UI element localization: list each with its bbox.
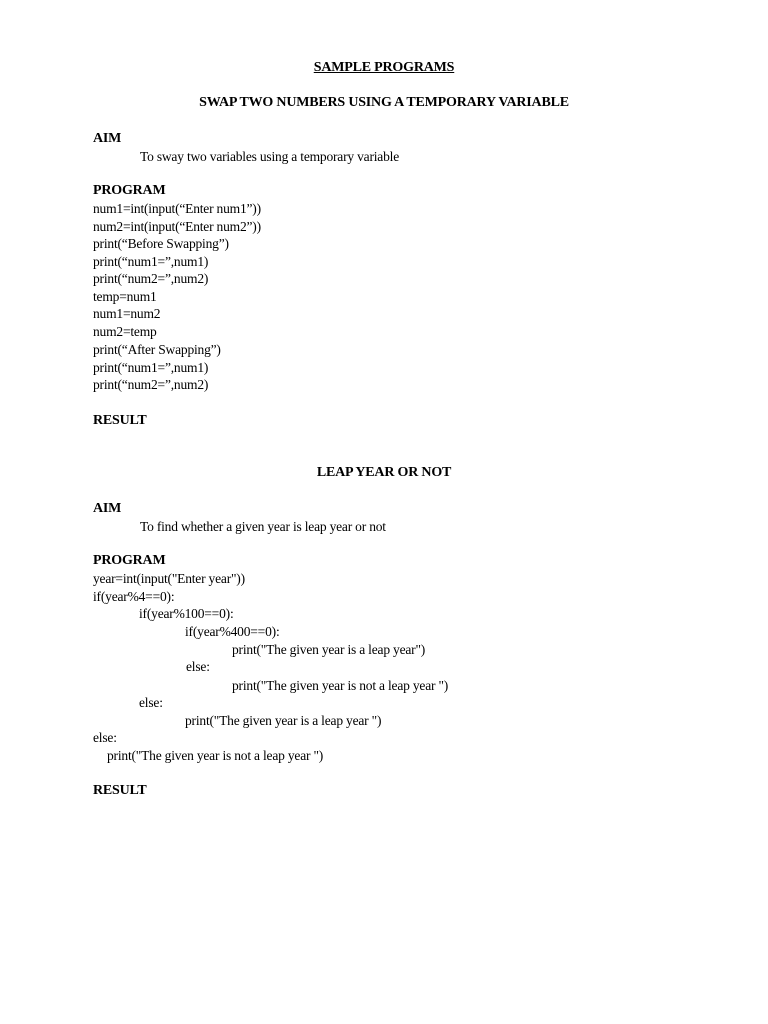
code-line: print(“num1=”,num1) [93, 360, 209, 375]
result-heading: RESULT [93, 783, 147, 798]
code-line: year=int(input("Enter year")) [93, 571, 245, 586]
code-line: if(year%100==0): [139, 606, 234, 621]
section-title-swap: SWAP TWO NUMBERS USING A TEMPORARY VARIABLE [199, 95, 569, 110]
code-line: num2=int(input(“Enter num2”)) [93, 219, 261, 234]
code-line: print(“num1=”,num1) [93, 254, 209, 269]
code-line: print("The given year is not a leap year ") [107, 748, 324, 763]
code-line: num2=temp [93, 324, 157, 339]
code-line: print(“num2=”,num2) [93, 271, 209, 286]
code-line: print("The given year is a leap year") [232, 642, 426, 657]
program-heading: PROGRAM [93, 553, 166, 568]
aim-text: To sway two variables using a temporary variable [140, 149, 399, 164]
code-line: if(year%400==0): [185, 624, 280, 639]
code-line: if(year%4==0): [93, 589, 175, 604]
code-line: print("The given year is not a leap year ") [232, 678, 449, 693]
code-line: temp=num1 [93, 289, 157, 304]
code-line: else: [186, 659, 210, 674]
aim-heading: AIM [93, 501, 122, 516]
code-line: print(“After Swapping”) [93, 342, 221, 357]
code-line: else: [93, 730, 117, 745]
code-line: num1=int(input(“Enter num1”)) [93, 201, 261, 216]
result-heading: RESULT [93, 413, 147, 428]
code-line: else: [139, 695, 163, 710]
code-line: print(“num2=”,num2) [93, 377, 209, 392]
aim-text: To find whether a given year is leap year or not [140, 519, 386, 534]
aim-heading: AIM [93, 131, 122, 146]
code-line: print(“Before Swapping”) [93, 236, 229, 251]
code-line: print("The given year is a leap year ") [185, 713, 382, 728]
program-heading: PROGRAM [93, 183, 166, 198]
section-title-leap-year: LEAP YEAR OR NOT [316, 465, 452, 480]
page-title: SAMPLE PROGRAMS [313, 60, 455, 75]
code-line: num1=num2 [93, 306, 161, 321]
